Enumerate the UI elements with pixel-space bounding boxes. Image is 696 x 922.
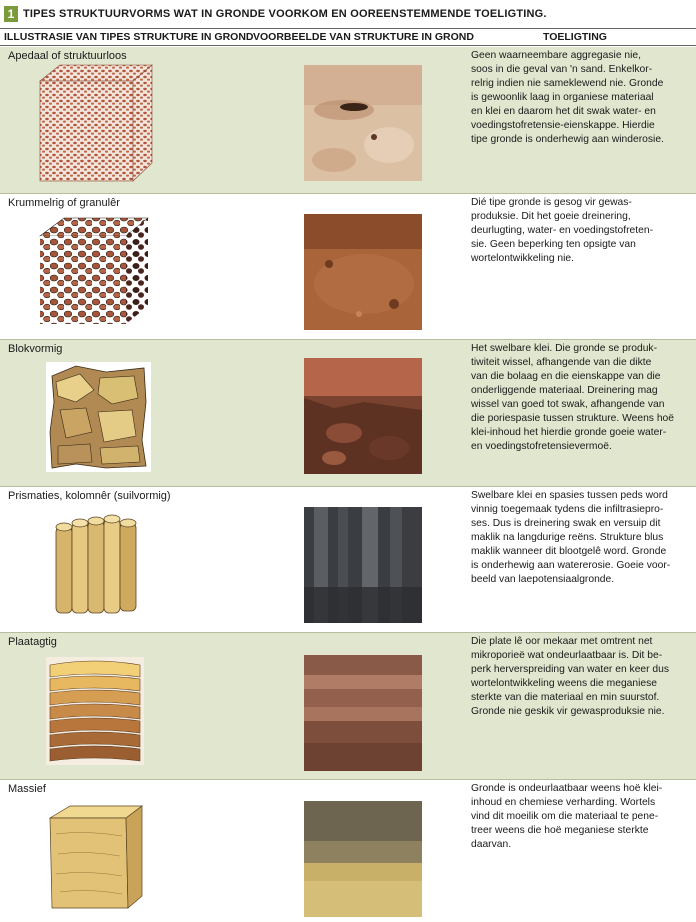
- table-header: [0, 28, 696, 46]
- table-number-badge: 1: [4, 6, 18, 22]
- row-label: Krummelrig of granulêr: [8, 197, 120, 209]
- table-title: [4, 5, 547, 23]
- massive-soil-icon: [46, 804, 146, 910]
- soil-photo-platy: [304, 655, 422, 771]
- header-examples: VOORBEELDE VAN STRUKTURE IN GROND: [253, 31, 474, 43]
- structureless-soil-cube-icon: [38, 63, 153, 183]
- row-explanation: Gronde is ondeurlaatbaar weens hoë klei- inhoud en chemiese verharding. Wortels vind dit moeilik om die materiaal te pene- treer weens die hoë meganiese sterkte daarvan.: [471, 783, 663, 850]
- row-explanation: Swelbare klei en spasies tussen peds word vinnig toegemaak tydens die infiltrasiepro- ses. Dus is dreinering swak en versuip dit maklik na langdurige reëns. Strukture blus maklik wanneer dit blootgelê word. Gronde is onderhewig aan watererosie. Goeie voor- beeld van laepotensiaalgronde.: [471, 490, 671, 585]
- soil-photo-blocky: [304, 358, 422, 474]
- table-title-text: TIPES STRUKTUURVORMS WAT IN GRONDE VOORKOM EN OOREENSTEMMENDE TOELIGTING.: [23, 8, 547, 20]
- row-explanation: Die plate lê oor mekaar met omtrent net mikroporieë wat ondeurlaatbaar is. Dit be- perk herverspreiding van water en keer dus wortelontwikkeling weens die meganiese sterkte van die materiaal en min suurstof. Gronde nie geskik vir gewasproduksie nie.: [471, 636, 670, 717]
- soil-photo-massive: [304, 801, 422, 917]
- table-row: [0, 194, 696, 339]
- header-illustration: ILLUSTRASIE VAN TIPES STRUKTURE IN GROND: [4, 31, 254, 43]
- row-label: Plaatagtig: [8, 636, 57, 648]
- row-explanation: Dié tipe gronde is gesog vir gewas- produksie. Dit het goeie dreinering, deurlugting, water- en voedingstofreten- sie. Geen beperking ten opsigte van wortelontwikkeling nie.: [471, 197, 654, 264]
- granular-soil-cube-icon: [36, 214, 151, 329]
- table-row: [0, 340, 696, 486]
- table-row: [0, 780, 696, 922]
- table-row: [0, 633, 696, 779]
- table-row: [0, 487, 696, 632]
- prismatic-columnar-soil-icon: [48, 509, 148, 619]
- platy-soil-icon: [44, 655, 146, 767]
- soil-photo-granular: [304, 214, 422, 330]
- row-label: Apedaal of struktuurloos: [8, 50, 127, 62]
- row-label: Prismaties, kolomnêr (suilvormig): [8, 490, 171, 502]
- header-explanation: TOELIGTING: [543, 31, 607, 43]
- row-explanation: Geen waarneembare aggregasie nie, soos in die geval van 'n sand. Enkelkor- relrig indien nie sameklewend nie. Gronde is gewoonlik laag in organiese materiaal en klei en daarom het dit swak water- en voedingstofretensie-eienskappe. Hierdie tipe gronde is onderhewig aan winderosie.: [471, 50, 664, 145]
- soil-photo-prismatic: [304, 507, 422, 623]
- row-explanation: Het swelbare klei. Die gronde se produk- tiwiteit wissel, afhangende van die dikte van die bolaag en die eienskappe van die onderliggende materiaal. Dreinering mag wissel van goed tot swak, afhangende van die poriespasie tussen strukture. Weens hoë klei-inhoud het hierdie gronde goeie water- en voedingstofretensievermoë.: [471, 343, 675, 452]
- soil-photo-structureless: [304, 65, 422, 181]
- row-label: Massief: [8, 783, 46, 795]
- table-row: [0, 47, 696, 193]
- row-label: Blokvormig: [8, 343, 63, 355]
- blocky-soil-icon: [46, 362, 151, 472]
